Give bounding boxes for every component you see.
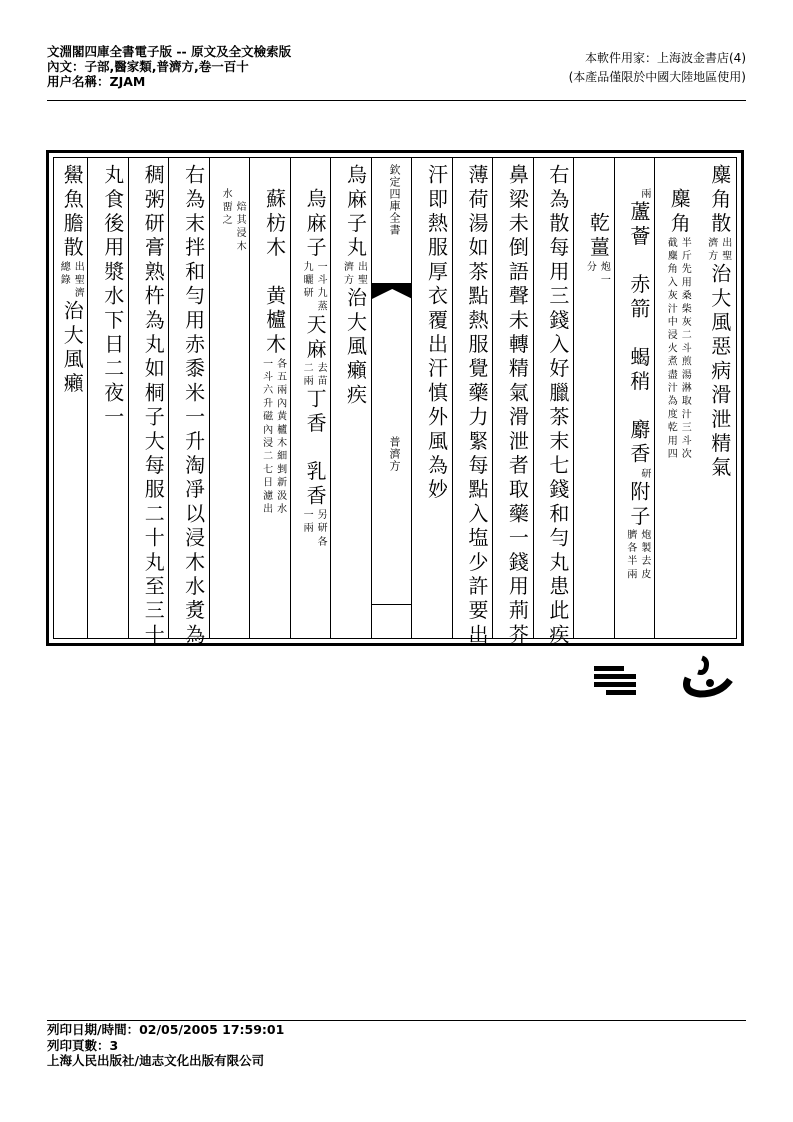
main-text: 乾薑 — [586, 212, 611, 261]
main-text: 治大風惡病滑泄精氣 — [707, 263, 732, 481]
main-text: 丸食後用漿水下日二夜一 — [100, 164, 125, 431]
annotation-right: 出聖濟 — [72, 260, 84, 301]
header-title: 文淵閣四庫全書電子版 -- 原文及全文檢索版 — [47, 44, 292, 59]
center-column — [371, 158, 412, 638]
header-restriction: (本產品僅限於中國大陸地區使用) — [568, 70, 746, 84]
header-license — [569, 50, 746, 88]
main-text: 烏麻子 — [303, 188, 328, 261]
annotation-right: 焙其浸木 — [234, 201, 246, 255]
header-divider — [47, 100, 746, 101]
main-text: 右為散每用三錢入好臘茶末七錢和勻丸患此疾 — [545, 164, 570, 648]
main-text: 麋角 — [667, 188, 692, 237]
book-title: 欽定四庫全書 — [388, 164, 402, 236]
annotation-right: 出聖 — [719, 236, 731, 263]
text-column — [330, 158, 371, 638]
book-page — [46, 150, 744, 646]
text-column — [168, 158, 209, 648]
text-column — [614, 158, 655, 638]
annotation-left: 濟方 — [705, 236, 717, 263]
header-user-unit: 本軟件用家：上海波金書店(4) — [585, 51, 746, 65]
annotation-left: 臍各半兩 — [624, 529, 636, 582]
text-column — [533, 158, 574, 648]
main-text: 烏麻子丸 — [343, 164, 368, 261]
text-column — [249, 158, 290, 638]
text-column — [492, 158, 533, 648]
annotation-right: 一斗九蒸 — [315, 260, 327, 314]
main-text: 稠粥研膏熟杵為丸如桐子大每服二十丸至三十 — [141, 164, 166, 648]
print-info — [47, 1022, 284, 1069]
print-pages: 列印頁數：3 — [47, 1037, 119, 1053]
footer-divider — [47, 1020, 746, 1021]
main-text: 附子 — [626, 480, 651, 530]
header-content-path: 內文：子部,醫家類,普濟方,卷一百十 — [47, 59, 249, 74]
main-text: 右為末拌和勻用赤黍米一升淘凈以浸木水煑為 — [181, 164, 206, 648]
annotation-left: 一兩 — [301, 509, 313, 536]
annotation-right: 另研 — [315, 509, 327, 536]
main-text: 鼻梁未倒語聲未轉精氣滑泄者取藥一錢用荊芥 — [505, 164, 530, 648]
main-text: 天麻 — [303, 313, 328, 362]
main-text: 治大風癩疾 — [343, 287, 368, 409]
annotation-left: 濟方 — [341, 260, 353, 288]
annotation-right: 炮製去皮 — [638, 529, 650, 582]
annotation-right: 兩 — [638, 188, 650, 202]
text-column — [209, 158, 250, 638]
logo-icon — [592, 652, 742, 702]
text-column — [47, 158, 88, 638]
annotation-left: 分 — [584, 260, 596, 274]
annotation-right: 去苗 — [315, 362, 327, 389]
annotation-left: 畱之 — [220, 201, 232, 228]
fish-tail-mark — [372, 283, 412, 301]
main-text: 汗即熱服厚衣覆出汗慎外風為妙 — [424, 164, 449, 503]
book-page-inner-border — [53, 157, 737, 648]
print-datetime: 列印日期/時間：02/05/2005 17:59:01 — [47, 1022, 285, 1037]
text-column — [573, 158, 614, 638]
text-column — [411, 158, 452, 638]
text-column — [87, 158, 128, 638]
annotation-left: 二兩 — [301, 362, 313, 389]
publisher-logo — [592, 652, 742, 702]
header-username: 用户名稱：ZJAM — [47, 74, 146, 89]
text-column — [128, 158, 169, 648]
center-divider — [372, 604, 412, 605]
annotation-left: 截麋角入灰汁中浸火煮盡汁為度乾用四 — [665, 236, 677, 461]
annotation-right: 出聖 — [355, 260, 367, 288]
publisher-name: 上海人民出版社/迪志文化出版有限公司 — [47, 1053, 265, 1068]
main-text: 蘆薈 赤箭 蝎稍 麝香 — [626, 201, 651, 468]
annotation-left: 水 — [220, 188, 232, 202]
text-column — [654, 158, 695, 638]
annotation-right: 各五兩內黄櫨木細剉新汲水 — [274, 357, 286, 516]
annotation-right: 半斤先用桑柴灰二斗煎湯淋取汁三斗次 — [679, 236, 691, 461]
annotation-left: 九曬研 — [301, 260, 313, 301]
main-text: 治大風癩 — [60, 300, 85, 398]
annotation-right: 研 — [638, 467, 650, 481]
main-text: 麋角散 — [707, 164, 732, 237]
main-text: 薄荷湯如茶點熱服覺藥力緊每點入塩少許要出 — [464, 164, 489, 648]
section-title: 普濟方 — [388, 436, 402, 472]
annotation-left: 一斗六升磁內浸二七日濾出 — [260, 357, 272, 516]
header-info — [47, 44, 291, 89]
annotation-right: 炮一 — [598, 260, 610, 288]
text-column — [452, 158, 493, 648]
annotation-right: 各 — [315, 535, 327, 549]
text-column — [696, 158, 736, 638]
annotation-left: 總錄 — [58, 260, 70, 288]
text-column — [290, 158, 331, 638]
main-text: 鱟魚膽散 — [60, 164, 85, 261]
main-text: 丁香 乳香 — [303, 388, 328, 510]
main-text: 蘇枋木 黄櫨木 — [262, 188, 287, 358]
